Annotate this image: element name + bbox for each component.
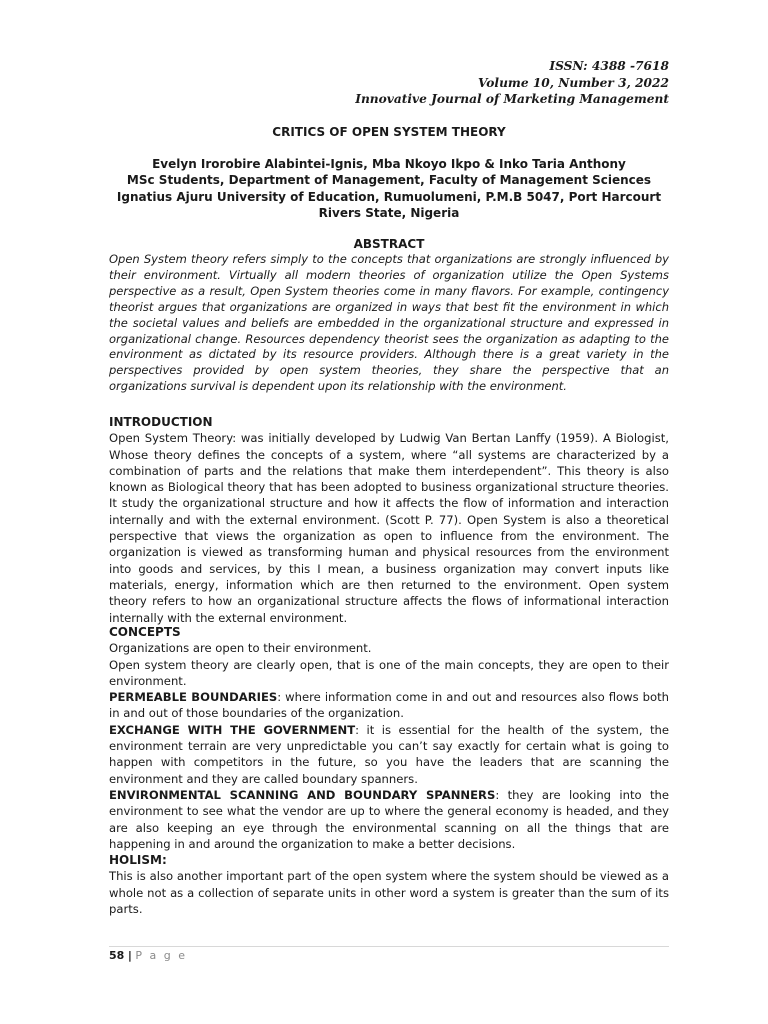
volume-info: Volume 10, Number 3, 2022 — [477, 75, 669, 90]
scanning-text: : they are looking into the environment to see what the vendor are up to where the general economy is headed, and they are also keeping an eye through the environmental scanning on all the things that are happening in and around the organization to make a better decisions. — [109, 787, 669, 851]
exchange-paragraph — [109, 722, 669, 787]
author-affiliation-2: Ignatius Ajuru University of Education, Rumuolumeni, P.M.B 5047, Port Harcourt — [116, 189, 662, 204]
author-affiliation-1: MSc Students, Department of Management, Faculty of Management Sciences — [126, 173, 652, 188]
permeable-boundaries-paragraph — [109, 689, 669, 722]
page-number: 58 — [109, 949, 125, 962]
journal-header — [355, 58, 669, 108]
scanning-paragraph — [109, 787, 669, 852]
permeable-boundaries-text: : where information come in and out and resources also flows both in and out of those boundaries of the organization. — [109, 690, 670, 721]
journal-name: Innovative Journal of Marketing Management — [355, 92, 669, 106]
concepts-section — [109, 624, 669, 917]
author-names: Evelyn Irorobire Alabintei-Ignis, Mba Nkoyo Ikpo & Inko Taria Anthony — [152, 157, 626, 171]
page-footer — [109, 948, 187, 964]
paper-title: CRITICS OF OPEN SYSTEM THEORY — [272, 125, 506, 139]
concepts-line-2: Open system theory are clearly open, that is one of the main concepts, they are open to their environment. — [109, 657, 669, 688]
footer-separator: | — [127, 949, 132, 962]
exchange-text: : it is essential for the health of the system, the environment terrain are very unpredictable you can’t say exactly for certain what is going to happen with competitors in the future, so you have the leaders that are scanning the environment and they are called boundary spanners. — [109, 722, 669, 786]
holism-text: This is also another important part of the open system where the system should be viewed as a whole not as a collection of separate units in other word a system is greater than the sum of its parts. — [109, 869, 669, 917]
concepts-line-1: Organizations are open to their environment. — [109, 641, 372, 656]
footer-divider — [109, 946, 669, 947]
abstract-text: Open System theory refers simply to the concepts that organizations are strongly influenced by their environment. Virtually all modern theories of organization utilize the Open Systems perspective as a result, Open System theories come in many flavors. For example, contingency theorist argues that organizations are organized in ways that best fit the environment in which the societal values and beliefs are embedded in the organizational structure and expressed in organizational change. Resources dependency theorist sees the organization as adapting to the environment as dictated by its resource providers. Although there is a great variety in the perspectives provided by open system theories, they share the perspective that an organizations survival is dependent upon its relationship with the environment. — [109, 252, 669, 394]
holism-heading: HOLISM: — [109, 853, 167, 868]
introduction-text: Open System Theory: was initially developed by Ludwig Van Bertan Lanffy (1959). A Biologist, Whose theory defines the concepts of a system, where “all systems are characterized by a combination of parts and the relations that make them interdependent”. This theory is also known as Biological theory that has been adopted to business organizational structure theories. It study the organizational structure and how it affects the flow of information and interaction internally and with the external environment. (Scott P. 77). Open System is also a theoretical perspective that views the organization as open to influence from the environment. The organization is viewed as transforming human and physical resources from the environment into goods and services, by this I mean, a business organization may convert inputs like materials, energy, information which are then returned to the environment. Open system theory refers to how an organizational structure affects the flows of informational interaction internally with the external environment. — [109, 431, 669, 625]
introduction-heading: INTRODUCTION — [109, 415, 213, 429]
page-label: P a g e — [135, 949, 187, 962]
scanning-label: ENVIRONMENTAL SCANNING AND BOUNDARY SPANNERS — [109, 787, 496, 802]
issn: ISSN: 4388 -7618 — [549, 59, 669, 73]
exchange-label: EXCHANGE WITH THE GOVERNMENT — [109, 722, 356, 737]
author-affiliation-3: Rivers State, Nigeria — [318, 205, 460, 220]
introduction-section — [109, 414, 669, 626]
concepts-heading: CONCEPTS — [109, 625, 181, 639]
author-block — [109, 156, 669, 221]
abstract-heading: ABSTRACT — [353, 237, 425, 251]
permeable-boundaries-label: PERMEABLE BOUNDARIES — [109, 690, 278, 705]
